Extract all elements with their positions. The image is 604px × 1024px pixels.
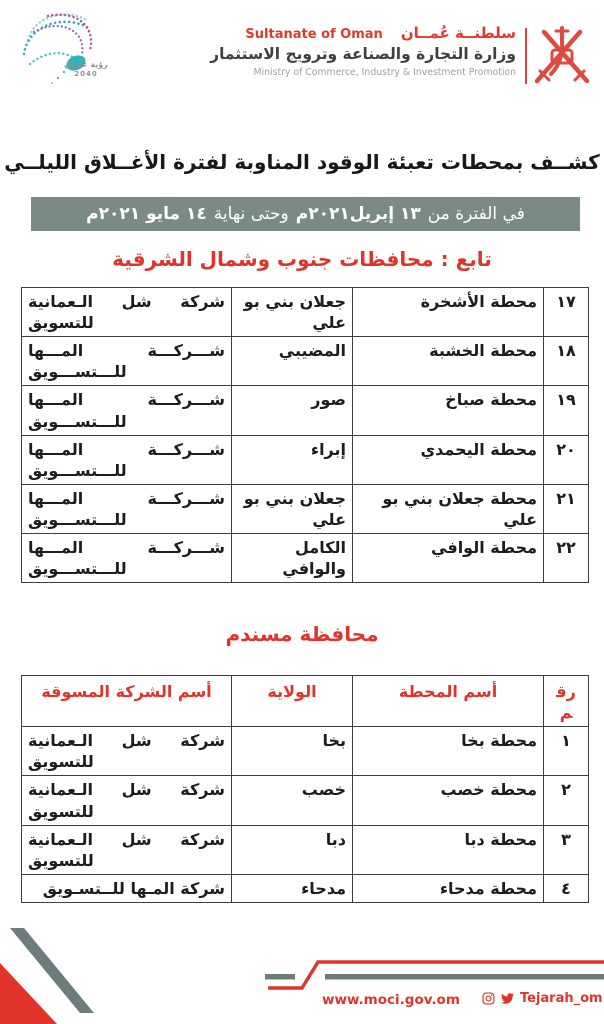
- table-row: [22, 386, 589, 435]
- table-row: [22, 484, 589, 533]
- ministry-name-english: Ministry of Commerce, Industry & Investment Promotion: [253, 67, 516, 78]
- row-number: ٢٢: [544, 534, 589, 583]
- wilaya-name: بخا: [232, 727, 353, 776]
- section-heading-musandam: محافظة مسندم: [225, 622, 379, 646]
- wilaya-name: الكامل والوافي: [232, 534, 353, 583]
- section-heading-sharqiyah: تابع : محافظات جنوب وشمال الشرقية: [112, 247, 492, 271]
- vision-2040-year: 2040: [74, 69, 98, 78]
- wilaya-name: إبراء: [232, 435, 353, 484]
- station-name: محطة اليحمدي: [353, 435, 544, 484]
- column-header-wilaya: الولاية: [232, 676, 353, 727]
- header-divider-line: [525, 28, 527, 84]
- marketing-company: شـــركـــة المـــها للـــتســـويق: [22, 534, 232, 583]
- row-number: ٢١: [544, 484, 589, 533]
- marketing-company: شـــركـــة المـــها للـــتســـويق: [22, 435, 232, 484]
- row-number: ١٨: [544, 337, 589, 386]
- twitter-icon: [500, 992, 515, 1005]
- row-number: ٤: [544, 874, 589, 902]
- oman-national-emblem-icon: [530, 24, 594, 88]
- period-banner: [31, 197, 580, 231]
- row-number: ١: [544, 727, 589, 776]
- marketing-company: شركة شل الـعمانية للتسويق: [22, 288, 232, 337]
- row-number: ١٩: [544, 386, 589, 435]
- table-row: [22, 534, 589, 583]
- station-name: محطة بخا: [353, 727, 544, 776]
- table-row: [22, 825, 589, 874]
- musandam-stations-table: [21, 675, 589, 903]
- table-row: [22, 435, 589, 484]
- station-name: محطة الوافي: [353, 534, 544, 583]
- sultanate-name-arabic: سلطنــة عُمــان: [400, 24, 516, 42]
- marketing-company: شركة شل الـعمانية للتسويق: [22, 825, 232, 874]
- period-prefix: في الفترة من: [427, 204, 525, 224]
- row-number: ٣: [544, 825, 589, 874]
- station-name: محطة صباخ: [353, 386, 544, 435]
- period-middle: وحتى نهاية: [213, 204, 289, 224]
- ministry-website-url: www.moci.gov.om: [322, 992, 460, 1008]
- sharqiyah-stations-table: [21, 287, 589, 583]
- row-number: ١٧: [544, 288, 589, 337]
- oman-vision-2040-logo: [14, 6, 122, 100]
- wilaya-name: جعلان بني بو علي: [232, 484, 353, 533]
- column-header-number: رقم: [544, 676, 589, 727]
- station-name: محطة خصب: [353, 776, 544, 825]
- row-number: ٢٠: [544, 435, 589, 484]
- period-start-date: ١٣ إبريل٢٠٢١م: [295, 204, 421, 224]
- page-title: كشــف بمحطات تعبئة الوقود المناوبة لفترة الأغــلاق الليلــي: [4, 150, 600, 174]
- vision-2040-name: رؤية عُمـان: [64, 60, 108, 69]
- table-row: [22, 727, 589, 776]
- social-handle: Tejarah_om: [520, 991, 603, 1006]
- table-header-row: [22, 676, 589, 727]
- instagram-icon: [482, 992, 495, 1005]
- station-name: محطة مدحاء: [353, 874, 544, 902]
- footer-ribbon-decoration: [0, 920, 604, 1024]
- marketing-company: شركة المـها للــتسـويق: [22, 874, 232, 902]
- wilaya-name: خصب: [232, 776, 353, 825]
- station-name: محطة الأشخرة: [353, 288, 544, 337]
- vision-2040-label: [58, 60, 114, 78]
- period-end-date: ١٤ مايو ٢٠٢١م: [86, 204, 207, 224]
- wilaya-name: جعلان بني بو علي: [232, 288, 353, 337]
- marketing-company: شركة شل الـعمانية للتسويق: [22, 727, 232, 776]
- social-media-block: [482, 991, 603, 1006]
- sultanate-name-english: Sultanate of Oman: [245, 27, 383, 42]
- sultanate-line: [210, 24, 516, 42]
- marketing-company: شـــركـــة المـــها للـــتســـويق: [22, 484, 232, 533]
- station-name: محطة الخشبة: [353, 337, 544, 386]
- table-row: [22, 288, 589, 337]
- table-row: [22, 337, 589, 386]
- marketing-company: شركة شل الـعمانية للتسويق: [22, 776, 232, 825]
- marketing-company: شـــركـــة المـــها للـــتســـويق: [22, 386, 232, 435]
- station-name: محطة دبا: [353, 825, 544, 874]
- wilaya-name: دبا: [232, 825, 353, 874]
- row-number: ٢: [544, 776, 589, 825]
- wilaya-name: صور: [232, 386, 353, 435]
- column-header-company: أسم الشركة المسوقة: [22, 676, 232, 727]
- column-header-station: أسم المحطة: [353, 676, 544, 727]
- table-row: [22, 874, 589, 902]
- wilaya-name: مدحاء: [232, 874, 353, 902]
- ministry-name-arabic: وزارة التجارة والصناعة وترويج الاستثمار: [210, 45, 516, 63]
- table-row: [22, 776, 589, 825]
- wilaya-name: المضيبي: [232, 337, 353, 386]
- marketing-company: شـــركـــة المـــها للـــتســـويق: [22, 337, 232, 386]
- ministry-header-block: [210, 24, 516, 78]
- station-name: محطة جعلان بني بو علي: [353, 484, 544, 533]
